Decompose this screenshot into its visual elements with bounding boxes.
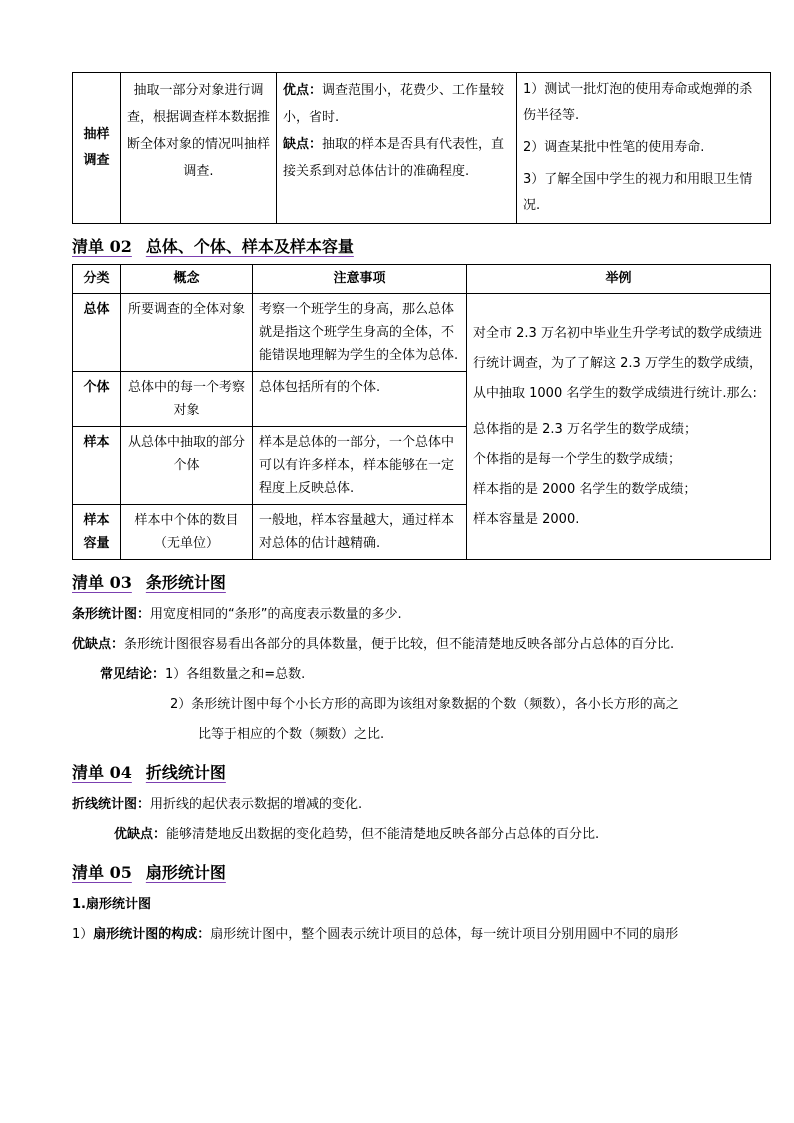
row-note: 考察一个班学生的身高，那么总体就是指这个班学生身高的全体，不能错误地理解为学生的全体为总体. <box>253 294 467 372</box>
section-05-heading <box>72 860 770 886</box>
pie-chart-composition <box>72 920 770 950</box>
example-intro: 对全市 2.3 万名初中毕业生升学考试的数学成绩进行统计调查，为了了解这 2.3 万学生的数学成绩，从中抽取 1000 名学生的数学成绩进行统计.那么: <box>473 325 762 401</box>
definition-text: 用折线的起伏表示数据的增减的变化. <box>150 797 363 812</box>
row-note: 总体包括所有的个体. <box>253 372 467 427</box>
definition-label: 折线统计图： <box>72 797 151 812</box>
conclusion-text: 1）各组数量之和=总数. <box>165 667 306 682</box>
example-line: 样本指的是 2000 名学生的数学成绩； <box>473 481 697 497</box>
pros-cons-label: 优缺点： <box>114 827 167 842</box>
section-title: 扇形统计图 <box>145 863 226 882</box>
example-line: 总体指的是 2.3 万名学生的数学成绩； <box>473 421 697 437</box>
line-chart-definition <box>72 790 770 820</box>
example-1: 1）测试一批灯泡的使用寿命或炮弹的杀伤半径等. <box>523 82 753 123</box>
row-concept: 总体中的每一个考察对象 <box>121 372 253 427</box>
cons-label: 缺点： <box>283 137 323 152</box>
pie-chart-subheading: 1.扇形统计图 <box>72 897 151 912</box>
section-number: 清单 04 <box>72 763 132 782</box>
bar-chart-definition <box>72 600 770 630</box>
cons-text: 抽取的样本是否具有代表性，直接关系到对总体估计的准确程度. <box>283 137 505 179</box>
section-02-heading <box>72 234 770 260</box>
row-note: 一般地，样本容量越大，通过样本对总体的估计越精确. <box>253 505 467 560</box>
header-category: 分类 <box>73 265 121 294</box>
bar-chart-conclusion-2-cont: 比等于相应的个数（频数）之比. <box>198 727 385 742</box>
pros-cons-text: 条形统计图很容易看出各部分的具体数量，便于比较，但不能清楚地反映各部分占总体的百分比. <box>124 637 675 652</box>
bar-chart-conclusion-1 <box>72 660 770 690</box>
header-notes: 注意事项 <box>253 265 467 294</box>
section-number: 清单 03 <box>72 573 132 592</box>
table-row <box>73 294 771 372</box>
example-line: 样本容量是 2000. <box>473 511 580 527</box>
definition-label: 条形统计图： <box>72 607 151 622</box>
row-category: 总体 <box>73 294 121 372</box>
line-chart-pros-cons <box>72 820 770 850</box>
section-title: 总体、个体、样本及样本容量 <box>145 237 354 256</box>
sampling-survey-definition: 抽取一部分对象进行调查，根据调查样本数据推断全体对象的情况叫抽样调查. <box>121 73 277 224</box>
row-concept: 所要调查的全体对象 <box>121 294 253 372</box>
section-number: 清单 05 <box>72 863 132 882</box>
section-title: 条形统计图 <box>145 573 226 592</box>
header-example: 举例 <box>467 265 771 294</box>
table-row <box>73 73 771 224</box>
row-category: 个体 <box>73 372 121 427</box>
header-concept: 概念 <box>121 265 253 294</box>
section-title: 折线统计图 <box>145 763 226 782</box>
item-prefix: 1） <box>72 927 94 942</box>
pros-label: 优点： <box>283 83 323 98</box>
composition-label: 扇形统计图的构成： <box>93 927 211 942</box>
row-category: 样本 <box>73 427 121 505</box>
bar-chart-conclusion-2: 2）条形统计图中每个小长方形的高即为该组对象数据的个数（频数），各小长方形的高之 <box>170 697 679 712</box>
section-03-heading <box>72 570 770 596</box>
row-category: 样本容量 <box>73 505 121 560</box>
definition-text: 用宽度相同的“条形”的高度表示数量的多少. <box>150 607 402 622</box>
sampling-survey-label: 抽样调查 <box>73 73 121 224</box>
example-2: 2）调查某批中性笔的使用寿命. <box>523 140 705 155</box>
composition-text: 扇形统计图中，整个圆表示统计项目的总体，每一统计项目分别用圆中不同的扇形 <box>210 927 679 942</box>
example-line: 个体指的是每一个学生的数学成绩； <box>473 451 682 467</box>
pros-cons-text: 能够清楚地反出数据的变化趋势，但不能清楚地反映各部分占总体的百分比. <box>166 827 600 842</box>
sampling-survey-examples <box>517 73 771 224</box>
row-concept: 从总体中抽取的部分个体 <box>121 427 253 505</box>
example-3: 3）了解全国中学生的视力和用眼卫生情况. <box>523 172 753 213</box>
conclusion-label: 常见结论： <box>100 667 166 682</box>
row-note: 样本是总体的一部分，一个总体中可以有许多样本，样本能够在一定程度上反映总体. <box>253 427 467 505</box>
page <box>72 72 770 950</box>
table-header-row <box>73 265 771 294</box>
pros-cons-label: 优缺点： <box>72 637 125 652</box>
pros-text: 调查范围小，花费少、工作量较小，省时. <box>283 83 505 125</box>
example-cell <box>467 294 771 560</box>
bar-chart-pros-cons <box>72 630 770 660</box>
section-number: 清单 02 <box>72 237 132 256</box>
section-04-heading <box>72 760 770 786</box>
sampling-survey-pros-cons <box>277 73 517 224</box>
population-sample-table <box>72 264 771 560</box>
sampling-survey-table <box>72 72 771 224</box>
row-concept: 样本中个体的数目（无单位） <box>121 505 253 560</box>
